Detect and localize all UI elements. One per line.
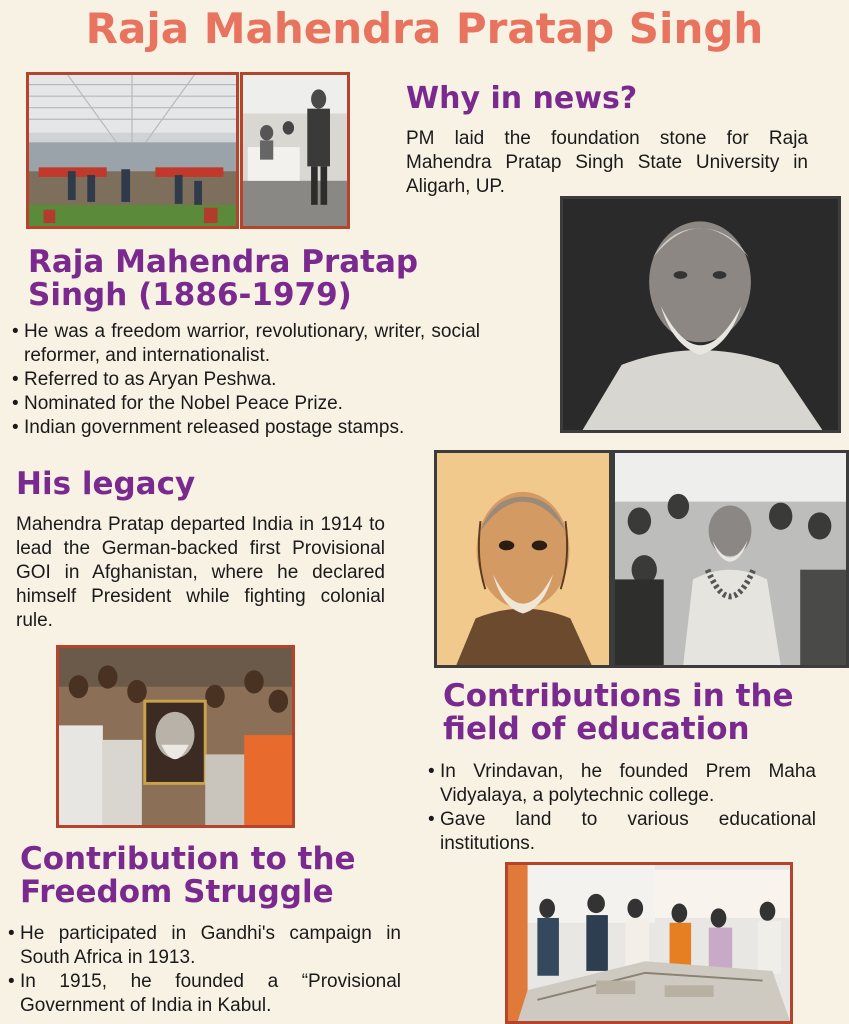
news-text: PM laid the foundation stone for Raja Mahendra Pratap Singh State University in Aligarh, UP. (406, 128, 808, 197)
freedom-bullets (8, 922, 401, 1018)
portrait-procession-photo (56, 645, 295, 828)
bio-bullet: • He was a freedom warrior, revolutionary, writer, social reformer, and internationalist. (12, 320, 480, 368)
bio-bullets (12, 320, 480, 440)
freedom-bullet: • He participated in Gandhi's campaign in South Africa in 1913. (8, 922, 401, 970)
freedom-heading-line1: Contribution to the (20, 841, 356, 877)
bio-heading-line2: Singh (1886-1979) (28, 276, 352, 313)
freedom-heading (20, 843, 356, 908)
legacy-text: Mahendra Pratap departed India in 1914 to lead the German-backed first Provisional GOI in Afghanistan, where he declared himself President while fighting colonial rule. (16, 514, 385, 631)
bio-bullet: • Indian government released postage stamps. (12, 416, 480, 440)
event-tent-photo (26, 72, 239, 229)
education-heading-line2: field of education (443, 710, 750, 747)
legacy-heading: His legacy (16, 466, 196, 502)
education-bullet: • Gave land to various educational institutions. (428, 808, 816, 856)
bio-bullet: • Referred to as Aryan Peshwa. (12, 368, 480, 392)
university-model-photo (505, 862, 793, 1024)
education-bullet: • In Vrindavan, he founded Prem Maha Vidyalaya, a polytechnic college. (428, 760, 816, 808)
page-title: Raja Mahendra Pratap Singh (85, 4, 764, 53)
sketch-portrait (434, 450, 612, 668)
freedom-bullet: • In 1915, he founded a “Provisional Government of India in Kabul. (8, 970, 401, 1018)
bio-bullet: • Nominated for the Nobel Peace Prize. (12, 392, 480, 416)
education-heading (443, 680, 794, 745)
historical-speech-photo (240, 72, 350, 229)
education-heading-line1: Contributions in the (443, 678, 794, 714)
news-heading: Why in news? (406, 81, 638, 116)
freedom-heading-line2: Freedom Struggle (20, 873, 334, 910)
education-bullets (428, 760, 816, 856)
portrait-photo (560, 196, 841, 433)
bio-heading-line1: Raja Mahendra Pratap (28, 244, 419, 280)
crowd-garland-photo (612, 450, 849, 668)
bio-heading (28, 246, 418, 311)
